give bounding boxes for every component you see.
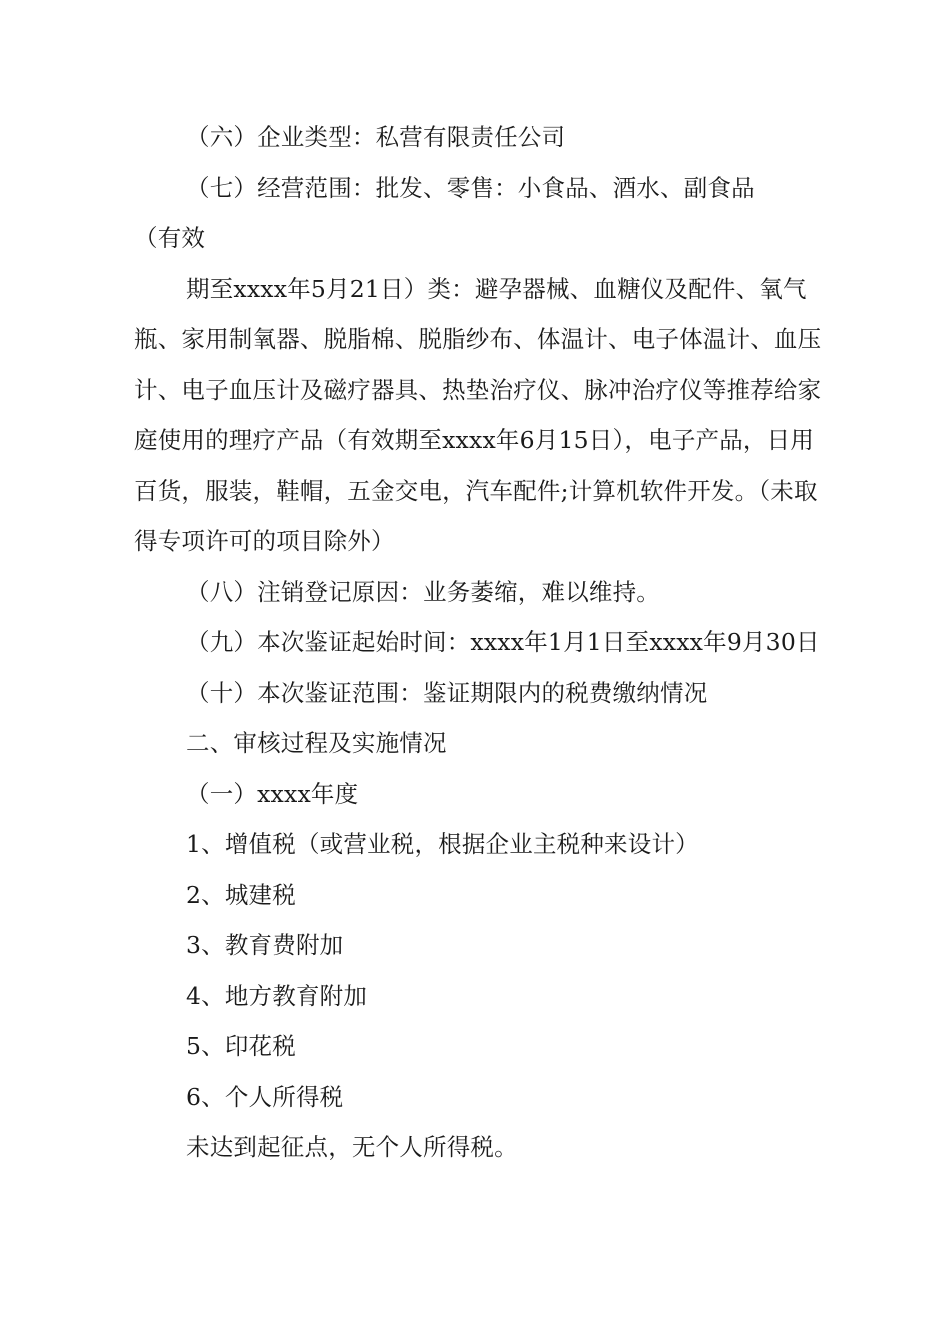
paragraph-business-scope-detail: 期至xxxx年5月21日）类：避孕器械、血糖仪及配件、氧气瓶、家用制氧器、脱脂棉、脱脂纱布、体温计、电子体温计、血压计、电子血压计及磁疗器具、热垫治疗仪、脉冲治疗仪等推荐给家庭使用的理疗产品（有效期至xxxx年6月15日），电子产品，日用百货，服装，鞋帽，五金交电，汽车配件;计算机软件开发。（未取得专项许可的项目除外） xyxy=(134,274,822,555)
paragraph-enterprise-type: （六）企业类型：私营有限责任公司 xyxy=(186,123,566,151)
section-heading-audit-process: 二、审核过程及实施情况 xyxy=(186,729,447,757)
paragraph-deregistration-reason: （八）注销登记原因：业务萎缩，难以维持。 xyxy=(186,577,660,606)
list-item-urban-tax: 2、城建税 xyxy=(186,880,296,909)
list-item-vat: 1、增值税（或营业税，根据企业主税种来设计） xyxy=(186,830,699,858)
paragraph-business-scope: （七）经营范围：批发、零售：小食品、酒水、副食品 xyxy=(186,173,755,202)
subsection-heading-year: （一）xxxx年度 xyxy=(186,779,359,808)
list-item-local-education-surcharge: 4、地方教育附加 xyxy=(186,981,368,1010)
paragraph-business-scope-cont: （有效 xyxy=(134,224,206,252)
list-item-education-surcharge: 3、教育费附加 xyxy=(186,931,344,959)
list-item-income-tax: 6、个人所得税 xyxy=(186,1082,344,1111)
paragraph-income-tax-note: 未达到起征点，无个人所得税。 xyxy=(186,1133,518,1161)
document-body xyxy=(134,112,834,1173)
list-item-stamp-tax: 5、印花税 xyxy=(186,1032,296,1060)
paragraph-audit-period: （九）本次鉴证起始时间：xxxx年1月1日至xxxx年9月30日 xyxy=(186,628,820,656)
paragraph-audit-scope: （十）本次鉴证范围：鉴证期限内的税费缴纳情况 xyxy=(186,678,708,707)
